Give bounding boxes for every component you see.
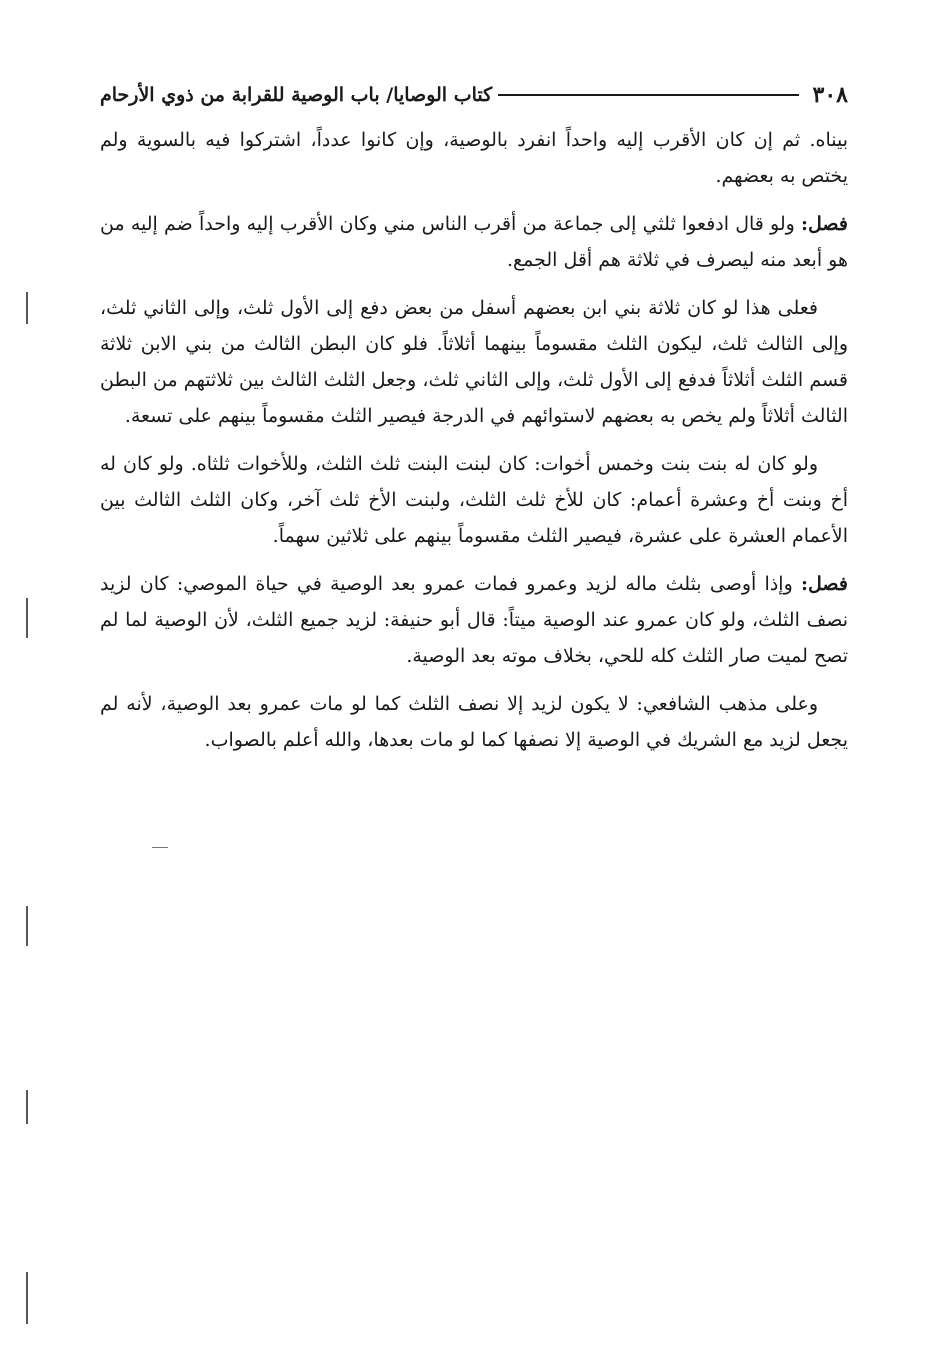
running-title: كتاب الوصايا/ باب الوصية للقرابة من ذوي الأرحام (100, 84, 493, 106)
body-text (100, 122, 848, 770)
paragraph-text: وعلى مذهب الشافعي: لا يكون لزيد إلا نصف الثلث كما لو مات عمرو بعد الوصية، لأنه لم يجعل لزيد مع الشريك في الوصية إلا نصفها كما لو مات بعدها، والله أعلم بالصواب. (100, 693, 848, 751)
paragraph (100, 206, 848, 278)
page-number: ٣٠٨ (812, 82, 848, 108)
paragraph (100, 290, 848, 434)
paragraph (100, 686, 848, 758)
page-header (100, 78, 848, 112)
margin-mark (26, 1272, 28, 1324)
section-label: فصل: (801, 213, 848, 235)
margin-mark (26, 598, 28, 638)
paragraph-text: فعلى هذا لو كان ثلاثة بني ابن بعضهم أسفل من بعض دفع إلى الأول ثلث، وإلى الثاني ثلث، وإلى الثالث ثلث، ليكون الثلث مقسوماً بينهما أثلاثاً. فلو كان البطن الثالث من بني الابن ثلاثة قسم الثلث أثلاثاً فدفع إلى الأول ثلث، وإلى الثاني ثلث، وجعل الثلث الثالث بين ثلاثتهم من البطن الثالث أثلاثاً ولم يخص به بعضهم لاستوائهم في الدرجة فيصير الثلث مقسوماً بينهم على تسعة. (100, 297, 848, 427)
paragraph-text: بيناه. ثم إن كان الأقرب إليه واحداً انفرد بالوصية، وإن كانوا عدداً، اشتركوا فيه بالسوية ولم يختص به بعضهم. (100, 129, 848, 187)
margin-mark (26, 1090, 28, 1124)
margin-mark (26, 292, 28, 324)
paragraph-text: ولو كان له بنت بنت وخمس أخوات: كان لبنت البنت ثلث الثلث، وللأخوات ثلثاه. ولو كان له أخ وبنت أخ وعشرة أعمام: كان للأخ ثلث الثلث، ولبنت الأخ ثلث آخر، وكان الثلث الثالث بين الأعمام العشرة على عشرة، فيصير الثلث مقسوماً بينهم على ثلاثين سهماً. (100, 453, 848, 547)
paragraph (100, 122, 848, 194)
paragraph (100, 446, 848, 554)
paragraph (100, 566, 848, 674)
paragraph-text: ولو قال ادفعوا ثلثي إلى جماعة من أقرب الناس مني وكان الأقرب إليه واحداً ضم إليه من هو أبعد منه ليصرف في ثلاثة هم أقل الجمع. (100, 213, 848, 271)
stray-mark (152, 847, 168, 848)
paragraph-text: وإذا أوصى بثلث ماله لزيد وعمرو فمات عمرو بعد الوصية في حياة الموصي: كان لزيد نصف الثلث، ولو كان عمرو عند الوصية ميتاً: قال أبو حنيفة: لزيد جميع الثلث، لأن الوصية لما لم تصح لميت صار الثلث كله للحي، بخلاف موته بعد الوصية. (100, 573, 848, 667)
section-label: فصل: (801, 573, 848, 595)
header-rule (498, 94, 798, 96)
margin-mark (26, 906, 28, 946)
